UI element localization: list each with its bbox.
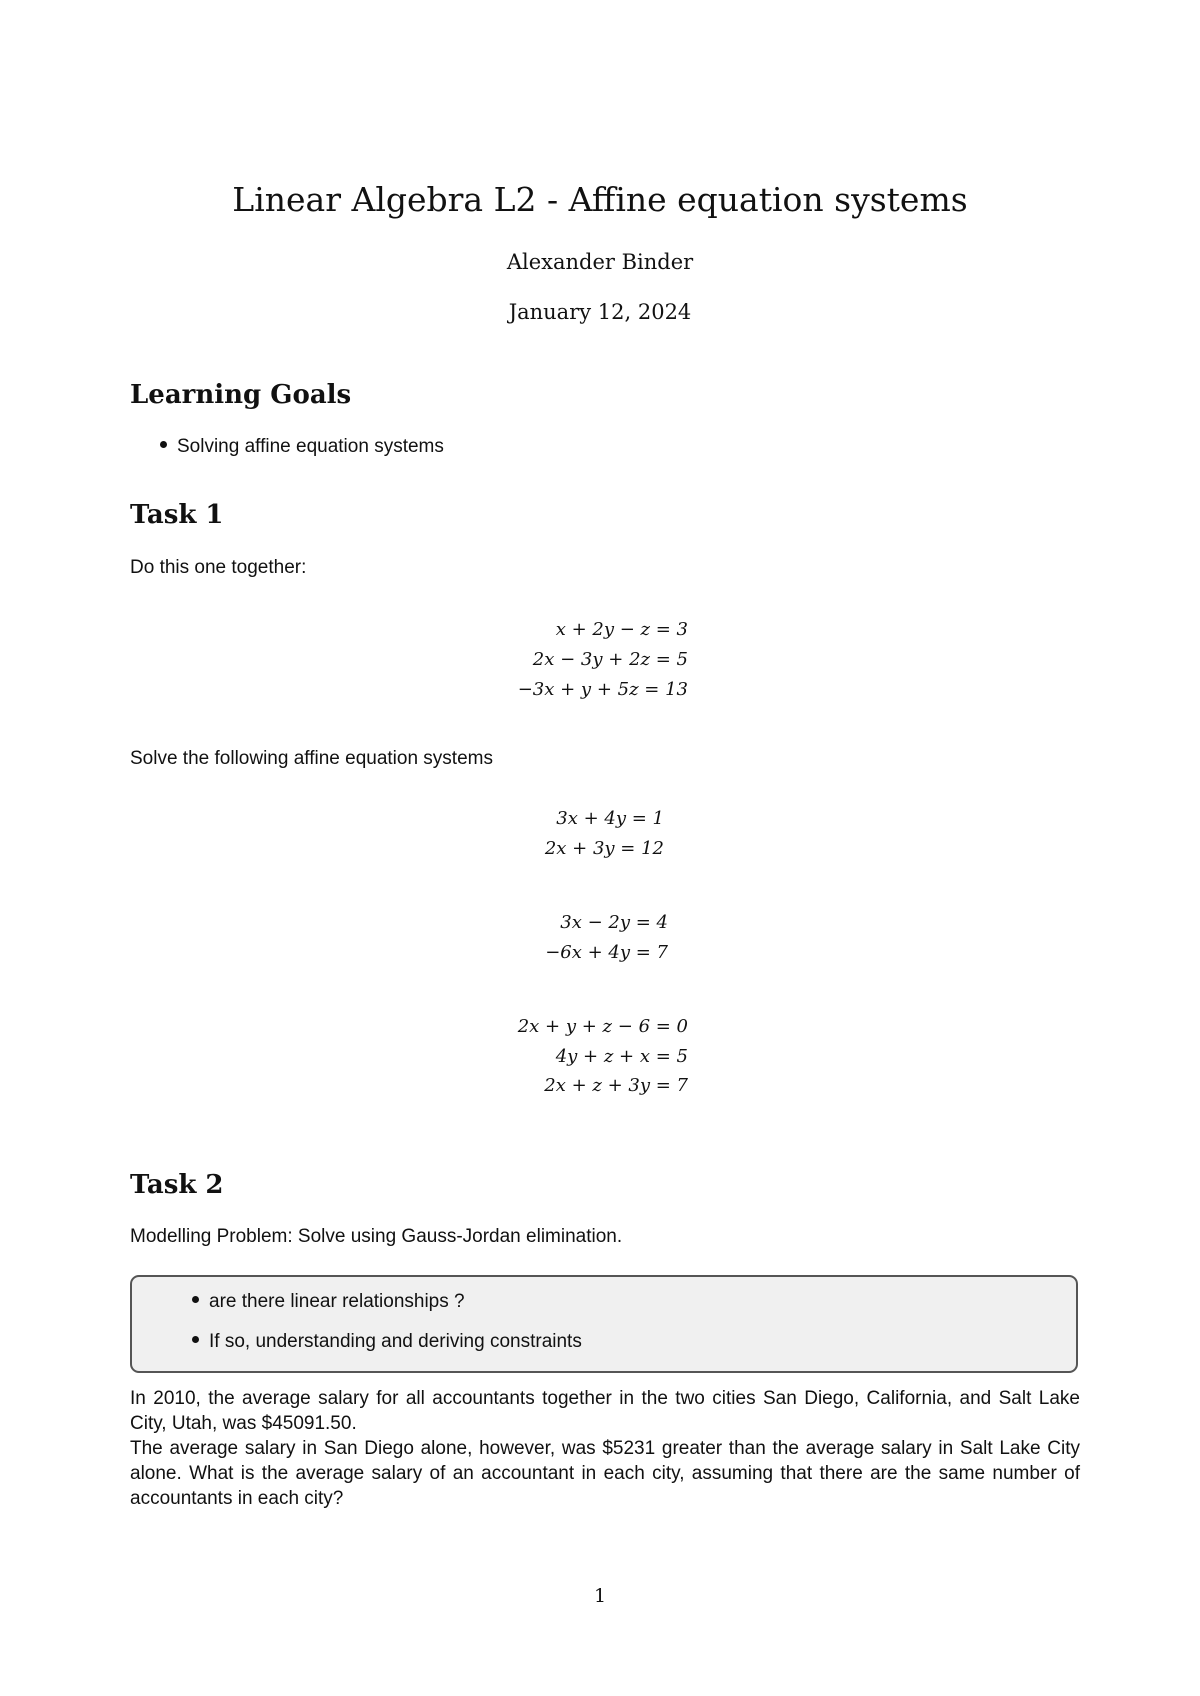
- equation: 2x + y + z − 6 = 0: [517, 1016, 688, 1037]
- learning-goal-text: Solving affine equation systems: [177, 436, 444, 457]
- equation: −6x + 4y = 7: [545, 942, 668, 963]
- bullet-icon: [192, 1296, 199, 1303]
- task1-instruction: Solve the following affine equation systems: [130, 748, 493, 769]
- task2-paragraph-2: The average salary in San Diego alone, however, was $5231 greater than the average salary in Salt Lake City alone. What is the average salary of an accountant in each city, assuming that there are the same number of accountants in each city?: [130, 1438, 1080, 1509]
- task2-heading: Task 2: [130, 1170, 224, 1200]
- equation: 2x + z + 3y = 7: [544, 1075, 688, 1096]
- task2-intro: Modelling Problem: Solve using Gauss-Jordan elimination.: [130, 1226, 623, 1247]
- task1-heading: Task 1: [130, 500, 224, 530]
- document-author: Alexander Binder: [506, 250, 694, 274]
- hint-text: If so, understanding and deriving constraints: [209, 1331, 582, 1352]
- equation: 2x + 3y = 12: [544, 838, 664, 859]
- document-date: January 12, 2024: [508, 300, 692, 324]
- equation: −3x + y + 5z = 13: [517, 679, 688, 700]
- equation: 2x − 3y + 2z = 5: [532, 649, 688, 670]
- bullet-icon: [192, 1336, 199, 1343]
- learning-goal-item: [160, 436, 444, 458]
- page-number: 1: [593, 1585, 607, 1607]
- hint-item: [192, 1331, 582, 1353]
- equation: 4y + z + x = 5: [555, 1046, 688, 1067]
- hint-box: [130, 1275, 1078, 1373]
- learning-goals-heading: Learning Goals: [130, 380, 352, 410]
- equation: 3x − 2y = 4: [560, 912, 668, 933]
- equation: 3x + 4y = 1: [556, 808, 664, 829]
- equation: x + 2y − z = 3: [555, 619, 688, 640]
- hint-text: are there linear relationships ?: [209, 1291, 465, 1312]
- task2-paragraph-1: In 2010, the average salary for all accountants together in the two cities San Diego, California, and Salt Lake City, Utah, was $45091.50.: [130, 1388, 1080, 1434]
- hint-item: [192, 1291, 465, 1313]
- bullet-icon: [160, 441, 167, 448]
- task1-intro: Do this one together:: [130, 557, 307, 578]
- document-title: Linear Algebra L2 - Affine equation systems: [232, 180, 968, 219]
